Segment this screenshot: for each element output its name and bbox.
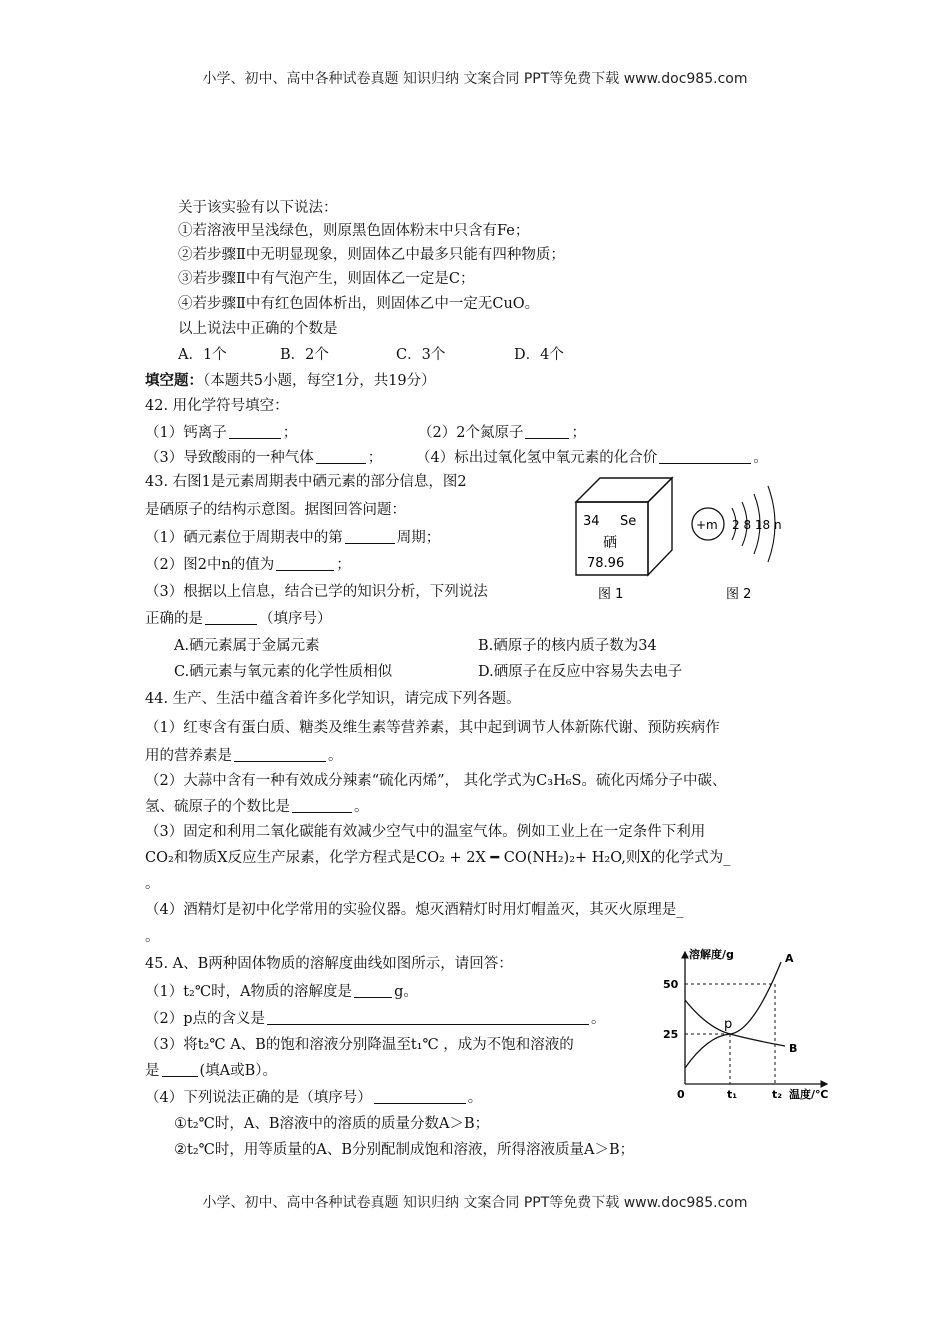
q43-part-3a: （3）根据以上信息，结合已学的知识分析，下列说法 [145,584,488,600]
q44-part-3b: CO₂和物质X反应生产尿素，化学方程式是CO₂ + 2X ━ CO(NH₂)₂+ H₂O,则X的化学式为_ [145,850,731,866]
q45-statement-1: ①t₂℃时，A、B溶液中的溶质的质量分数A＞B； [174,1116,490,1132]
series-label-a: A [785,952,794,965]
q44-stem: 44. 生产、生活中蕴含着许多化学知识，请完成下列各题。 [145,691,521,707]
q41-statement-4: ④若步骤Ⅱ中有红色固体析出，则固体乙中一定无CuO。 [178,296,540,312]
q41-statement-2: ②若步骤Ⅱ中无明显现象，则固体乙中最多只能有四种物质； [178,247,565,263]
fig2-nucleus: +m [696,518,718,532]
q43-stem-1: 43. 右图1是元素周期表中硒元素的部分信息，图2 [145,474,467,490]
q42-part-2: （2）2个氮原子 ； [418,425,586,441]
q44-part-4a: （4）酒精灯是初中化学常用的实验仪器。熄灭酒精灯时用灯帽盖灭，其灭火原理是_ [145,902,684,918]
q45-part-1: （1）t₂℃时，A物质的溶解度是 g。 [145,984,418,1000]
q45-part-3a: （3）将t₂℃ A、B的饱和溶液分别降温至t₁℃ ，成为不饱和溶液的 [145,1037,574,1053]
fig1-atomic-number: 34 [583,514,600,529]
q43-option-d: D.硒原子在反应中容易失去电子 [478,664,683,680]
q43-part-2: （2）图2中n的值为 ； [145,557,351,573]
x-tick-label: 0 [677,1088,685,1101]
q44-blank-2[interactable] [292,798,352,813]
solubility-chart [655,944,835,1104]
fig2-shells: 2 8 18 n [732,518,782,532]
section-note: （本题共5小题，每空1分，共19分） [203,373,436,389]
q44-part-1b: 用的营养素是 。 [145,748,343,764]
q45-part-4: （4）下列说法正确的是（填序号） 。 [145,1090,483,1106]
q41-option-d: D．4个 [514,347,564,363]
q43-blank-3[interactable] [205,610,257,625]
q43-option-c: C.硒元素与氧元素的化学性质相似 [174,664,393,680]
q41-ask: 以上说法中正确的个数是 [178,321,338,337]
q45-part-3b: 是 (填A或B）。 [145,1063,278,1079]
q44-blank-1[interactable] [234,747,326,762]
q44-part-1a: （1）红枣含有蛋白质、糖类及维生素等营养素，其中起到调节人体新陈代谢、预防疾病作 [145,720,720,736]
q42-part-1: （1）钙离子 ； [145,425,298,441]
q43-part-3b: 正确的是 （填序号） [145,611,332,627]
q45-part-2: （2）p点的含义是 。 [145,1011,606,1027]
y-tick-label: 25 [663,1028,679,1041]
q42-blank-1[interactable] [229,424,281,439]
section-heading [145,371,436,391]
q42-part-3: （3）导致酸雨的一种气体 ； [145,450,383,466]
page-footer: 小学、初中、高中各种试卷真题 知识归纳 文案合同 PPT等免费下载 www.doc985.com [202,1195,748,1211]
q45-statement-2: ②t₂℃时，用等质量的A、B分别配制成饱和溶液，所得溶液质量A＞B； [174,1142,635,1158]
curve-b [685,1000,785,1046]
q41-option-b: B．2个 [280,347,329,363]
q43-stem-2: 是硒原子的结构示意图。据图回答问题： [145,502,406,518]
q44-part-2a: （2）大蒜中含有一种有效成分辣素“硫化丙烯”， 其化学式为C₃H₆S。硫化丙烯分子中碳、 [145,773,727,789]
q43-option-a: A.硒元素属于金属元素 [174,638,320,654]
fig1-element-name: 硒 [603,535,617,551]
series-label-b: B [789,1042,798,1055]
q45-stem: 45. A、B两种固体物质的溶解度曲线如图所示，请回答： [145,956,513,972]
q42-blank-4[interactable] [659,449,751,464]
y-tick-label: 50 [663,978,679,991]
q41-statement-3: ③若步骤Ⅱ中有气泡产生，则固体乙一定是C； [178,271,475,287]
q42-blank-3[interactable] [316,449,366,464]
q43-blank-1[interactable] [345,529,395,544]
q43-option-b: B.硒原子的核内质子数为34 [478,638,657,654]
section-title: 填空题： [145,372,203,389]
q41-intro: 关于该实验有以下说法： [178,200,338,216]
q41-statement-1: ①若溶液甲呈浅绿色，则原黑色固体粉末中只含有Fe； [178,223,530,239]
x-tick-label: t₂ [772,1088,783,1101]
q42-stem: 42. 用化学符号填空： [145,398,289,414]
q43-blank-2[interactable] [276,556,334,571]
figure-1-periodic-cell [570,470,680,605]
q44-part-3c: 。 [145,876,160,892]
x-axis-label: 温度/℃ [789,1088,829,1101]
q41-option-c: C．3个 [396,347,446,363]
q42-part-4: （4）标出过氧化氢中氧元素的化合价 。 [416,450,768,466]
figure-2-atom-structure [684,478,794,605]
q45-blank-2[interactable] [267,1010,589,1025]
q44-part-3a: （3）固定和利用二氧化碳能有效减少空气中的温室气体。例如工业上在一定条件下利用 [145,824,706,840]
q45-blank-3[interactable] [162,1062,198,1077]
q43-part-1: （1）硒元素位于周期表中的第 周期； [145,530,441,546]
fig1-caption: 图 1 [598,587,624,602]
x-tick-label: t₁ [727,1088,738,1101]
fig1-symbol: Se [620,514,637,529]
point-p-label: p [724,1017,733,1032]
fig2-caption: 图 2 [726,587,752,602]
fig1-atomic-mass: 78.96 [587,556,625,571]
q45-blank-4[interactable] [374,1089,466,1104]
q44-part-2b: 氢、硫原子的个数比是 。 [145,799,369,815]
q41-option-a: A．1个 [178,347,227,363]
q42-blank-2[interactable] [525,424,569,439]
q45-blank-1[interactable] [354,983,392,998]
q44-part-4b: 。 [145,929,160,945]
page-header: 小学、初中、高中各种试卷真题 知识归纳 文案合同 PPT等免费下载 www.doc985.com [202,71,748,87]
y-axis-label: 溶解度/g [689,948,734,961]
